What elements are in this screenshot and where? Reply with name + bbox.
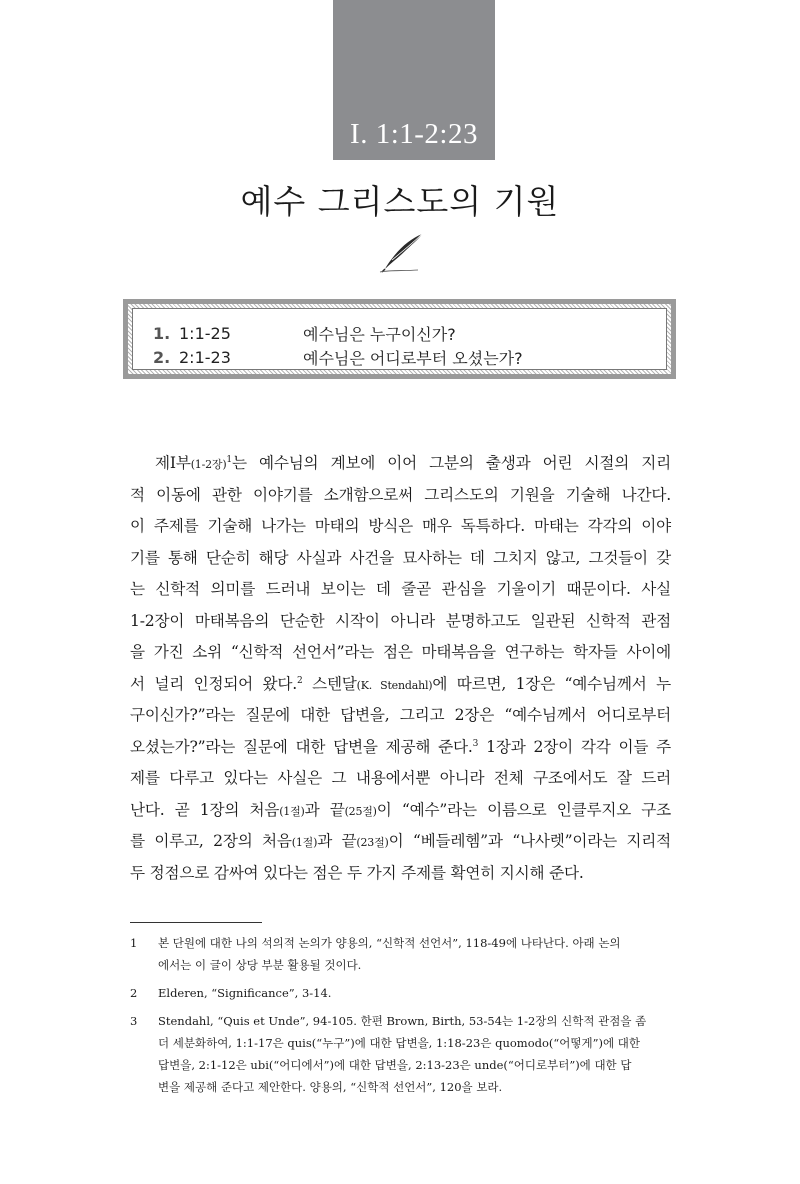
footnote-divider (130, 922, 262, 923)
body-line (130, 448, 671, 480)
footnote-number: 2 (130, 986, 138, 1000)
chapter-label: I. 1:1-2:23 (350, 118, 478, 150)
body-line: 구이신가?”라는 질문에 대한 답변을, 그리고 2장은 “예수님께서 어디로부터 (130, 706, 671, 724)
text-run: 를 이루고, 2장의 처음 (130, 832, 292, 850)
body-line: 는 신학적 의미를 드러내 보이는 데 줄곧 관심을 기울이기 때문이다. 사실 (130, 580, 671, 598)
footnote-line: 답변을, 2:1-12은 ubi(“어디에서”)에 대한 답변을, 2:13-23은 unde(“어디로부터”)에 대한 답 (158, 1058, 632, 1072)
footnotes (130, 932, 671, 1104)
footnote-text (158, 982, 671, 1004)
outline-box (123, 299, 676, 379)
text-run: (25절) (344, 804, 377, 818)
body-line: 1-2장이 마태복음의 단순한 시작이 아니라 분명하고도 일관된 신학적 관점 (130, 611, 671, 630)
text-run: 서 널리 인정되어 왔다. (130, 674, 298, 693)
outline-row (153, 321, 666, 345)
body-paragraph (130, 448, 671, 889)
body-line: 적 이동에 관한 이야기를 소개함으로써 그리스도의 기원을 기술해 나간다. (130, 485, 671, 504)
outline-reference: 2:1-23 (179, 347, 231, 367)
text-run: (K. Stendahl) (356, 678, 433, 692)
body-line: 두 정점으로 감싸여 있다는 점은 두 가지 주제를 확연히 지시해 준다. (130, 863, 584, 882)
body-line (130, 669, 671, 701)
body-line: 을 가진 소위 “신학적 선언서”라는 점은 마태복음을 연구하는 학자들 사이에 (130, 643, 671, 661)
text-run: 제I부 (155, 454, 191, 472)
outline-row (153, 345, 666, 369)
text-run: 오셨는가?”라는 질문에 대한 답변을 제공해 준다. (130, 737, 473, 756)
footnote-line: 변을 제공해 준다고 제안한다. 양용의, “신학적 선언서”, 120을 보라. (158, 1080, 503, 1094)
footnote-item (130, 1010, 671, 1098)
footnote-line: 더 세분화하여, 1:1-17은 quis(“누구”)에 대한 답변을, 1:18-23은 quomodo(“어떻게”)에 대한 (158, 1036, 640, 1050)
outline-reference: 1:1-25 (179, 323, 231, 343)
text-run: (23절) (356, 836, 389, 849)
outline-number: 1. (153, 323, 171, 343)
text-run: 이 “베들레헴”과 “나사렛”이라는 지리적 (388, 832, 672, 850)
text-run: (1절) (279, 804, 305, 818)
text-run: 이 “예수”라는 이름으로 인클루지오 구조 (376, 800, 672, 819)
text-run: (1절) (291, 836, 318, 849)
text-run: 에 따르면, 1장은 “예수님께서 누 (432, 674, 671, 693)
text-run: (1-2장) (190, 458, 227, 471)
body-line (130, 732, 671, 764)
text-run: 스텐달 (302, 674, 357, 693)
footnote-number: 1 (130, 936, 138, 950)
footnote-line: 본 단원에 대한 나의 석의적 논의가 양용의, “신학적 선언서”, 118-49에 나타난다. 아래 논의 (158, 936, 621, 950)
footnote-text (158, 932, 671, 976)
footnote-line: Stendahl, “Quis et Unde”, 94-105. 한편 Brown, Birth, 53-54는 1-2장의 신학적 관점을 좀 (158, 1014, 647, 1028)
outline-inner (132, 308, 667, 370)
footnote-ref: 3 (472, 738, 479, 749)
outline-number: 2. (153, 347, 171, 367)
footnote-number: 3 (130, 1014, 138, 1028)
text-run: 는 예수님의 계보에 이어 그분의 출생과 어린 시절의 지리 (231, 454, 671, 472)
chapter-title: 예수 그리스도의 기원 (240, 182, 560, 221)
body-line: 기를 통해 단순히 해당 사실과 사건을 묘사하는 데 그치지 않고, 그것들이 갖 (130, 548, 671, 567)
footnote-ref: 2 (297, 675, 303, 686)
footnote-line: Elderen, “Significance”, 3-14. (158, 986, 332, 1000)
body-line (130, 826, 671, 858)
text-run: 1장과 2장이 각각 이들 주 (478, 737, 671, 756)
footnote-item (130, 932, 671, 976)
body-line: 제를 다루고 있다는 사실은 그 내용에서뿐 아니라 전체 구조에서도 잘 드러 (130, 769, 671, 787)
text-run: 난다. 곧 1장의 처음 (130, 800, 280, 819)
footnote-item (130, 982, 671, 1004)
outline-question: 예수님은 누구이신가? (303, 324, 456, 344)
body-line: 이 주제를 기술해 나가는 마태의 방식은 매우 독특하다. 마태는 각각의 이야 (130, 517, 671, 535)
footnote-ref: 1 (226, 455, 232, 465)
text-run: 과 끝 (304, 800, 345, 819)
body-line (130, 795, 671, 827)
outline-question: 예수님은 어디로부터 오셨는가? (303, 348, 523, 368)
footnote-line: 에서는 이 글이 상당 부분 활용될 것이다. (158, 958, 362, 972)
footnote-text (158, 1010, 671, 1098)
chapter-tab (333, 0, 495, 160)
quill-pen-icon (378, 232, 424, 274)
text-run: 과 끝 (317, 832, 357, 850)
